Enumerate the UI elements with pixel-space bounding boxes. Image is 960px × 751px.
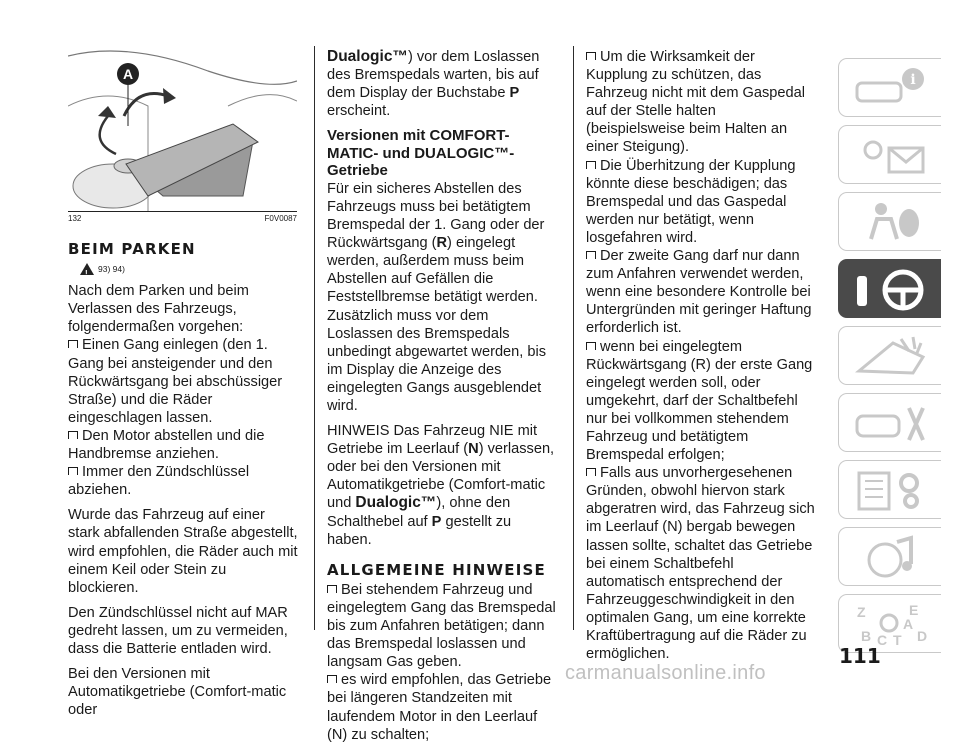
paragraph: Den Zündschlüssel nicht auf MAR gedreht lassen, um zu vermeiden, dass die Batterie entladen wird. [68,604,288,657]
car-info-icon [853,65,933,111]
tab-multimedia[interactable] [838,527,941,586]
bullet-item [68,463,298,499]
key-steering-icon [853,266,933,312]
text-run: ) verlassen, oder bei den Versionen mit Automatikgetriebe (Comfort-matic und [327,441,555,512]
text-run: HINWEIS Das Fahrzeug NIE mit Getriebe im Leerlauf ( [327,423,538,458]
column-divider [314,46,315,630]
text-run: erscheint. [327,103,391,120]
column-2 [327,48,557,751]
subheading: Versionen mit COMFORT-MATIC- und DUALOGIC™-Getriebe [327,127,515,180]
figure-code: F0V0087 [264,214,297,223]
sun-envelope-icon [853,132,933,178]
tab-car-info[interactable] [838,58,941,117]
bullet-text: wenn bei eingelegtem Rückwärtsgang (R) der erste Gang eingelegt werden soll, oder umgekehrt, darf der Schaltbefehl nur bei vollkommen stehendem Fahrzeug und betätigtem Bremspedal erfolgen; [586,338,813,464]
bullet-item [68,336,298,426]
bullet-icon [68,467,78,475]
text-run: ) eingelegt werden, außerdem muss beim Abstellen auf Gefällen die Feststellbremse betätigt werden. Zusätzlich muss vor dem Loslassen des Bremspedals unbedingt abgewartet werden, bis im Display die Anzeige des eingelegten Gangs ausgeblendet wird. [327,235,547,414]
warning-reference [80,260,298,278]
service-icon [853,400,933,446]
paragraph [327,48,557,120]
bullet-icon [586,161,596,169]
bullet-text: Falls aus unvorhergesehenen Gründen, obwohl hiervon stark abgeratren wird, das Fahrzeug sich im Leerlauf (N) bergab bewegen lassen sollte, schaltet das Getriebe bei einem Schaltbefehl automatisch entsprechend der Fahrzeuggeschwindigkeit in den optimalen Gang, um eine korrekte Kraftübertragung auf die Räder zu ermöglichen. [586,465,815,663]
airbag-icon [853,199,933,245]
text-run: Für ein sicheres Abstellen des Fahrzeugs muss bei betätigtem Bremspedal der 1. Gang oder der Rückwärtsgang ( [327,180,545,252]
bullet-item [586,338,816,465]
column-3 [586,48,816,670]
bullet-item [586,247,816,337]
gear-letter: P [431,513,442,530]
paragraph [327,180,557,415]
bullet-item [586,464,816,663]
bullet-text: Der zweite Gang darf nur dann zum Anfahren verwendet werden, wenn eine besondere Kontrolle bei Untergründen mit geringer Haftung erforderlich ist. [586,248,812,337]
bullet-text: Einen Gang einlegen (den 1. Gang bei ansteigender und den Rückwärtsgang bei abschüssiger Straße) und die Räder eingeschlagen lassen. [68,337,283,426]
bullet-icon [586,342,596,350]
bullet-text: Um die Wirksamkeit der Kupplung zu schützen, das Fahrzeug nicht mit dem Gaspedal auf der Stelle halten (beispielsweise beim Halten an einer Steigung). [586,49,806,156]
index-letter: C [877,632,888,647]
index-icon [853,601,933,647]
figure-label-a: A [122,66,134,82]
gear-letter: R [436,235,448,252]
bullet-text: Die Überhitzung der Kupplung könnte diese beschädigen; das Bremspedal und das Gaspedal werden nur betätigt, wenn losgefahren wird. [586,157,796,246]
media-icon [853,534,933,580]
paragraph: Nach dem Parken und beim Verlassen des Fahrzeugs, folgendermaßen vorgehen: [68,283,249,336]
section-heading-beim-parken: BEIM PARKEN [68,240,196,258]
bullet-text: Bei stehendem Fahrzeug und eingelegtem Gang das Bremspedal bis zum Anfahren betätigen; dann das Bremspedal loslassen und langsam Gas geben. [327,581,556,671]
gear-letter: P [509,85,520,102]
paragraph: Bei den Versionen mit Automatikgetriebe (Comfort-matic oder [68,666,287,719]
tab-starting-driving[interactable] [838,259,941,318]
handbrake-illustration [68,46,297,212]
index-letter: B [861,628,872,644]
text-run: ) vor dem Loslassen des Bremspedals warten, bis auf dem Display der Buchstabe [327,49,540,102]
bullet-text: es wird empfohlen, das Getriebe bei längeren Standzeiten mit laufendem Motor in den Leerlauf (N) zu schalten; [327,672,552,743]
bullet-icon [327,585,337,593]
settings-list-icon [853,467,933,513]
index-letter: A [903,616,914,632]
bullet-item [586,48,816,157]
tab-emergency[interactable] [838,326,941,385]
bullet-text: Immer den Zündschlüssel abziehen. [68,464,250,499]
column-divider [573,46,574,630]
watermark: carmanualsonline.info [565,662,766,684]
emergency-icon [853,333,933,379]
column-1 [68,240,298,726]
figure-number: 132 [68,214,82,223]
index-letter: T [893,632,902,647]
bullet-item [327,671,557,743]
bullet-text: Den Motor abstellen und die Handbremse anziehen. [68,427,265,463]
bullet-icon [327,675,337,683]
tab-safety[interactable] [838,192,941,251]
bullet-item [68,427,298,463]
tab-maintenance[interactable] [838,393,941,452]
bullet-icon [68,340,78,348]
bullet-item [586,157,816,247]
index-letter: E [909,602,919,618]
bold-term: Dualogic™ [327,48,408,65]
index-letter: Z [857,604,866,620]
bullet-icon [586,468,596,476]
svg-text:i: i [910,72,916,88]
gear-letter: N [468,441,479,458]
handbrake-figure [68,46,297,212]
warning-triangle-icon [80,263,94,275]
index-letter: D [917,628,928,644]
paragraph: Wurde das Fahrzeug auf einer stark abfallenden Straße abgestellt, wird empfohlen, die Räder auch mit einem Keil oder Stein zu blockieren. [68,507,298,596]
section-heading-allgemeine-hinweise: ALLGEMEINE HINWEISE [327,560,546,579]
bullet-icon [68,431,78,439]
text-run: gestellt zu haben. [327,513,512,548]
bullet-item [327,581,557,671]
bold-term: Dualogic™ [355,494,437,512]
tab-technical-data[interactable] [838,460,941,519]
figure-caption [68,214,297,223]
bullet-icon [586,251,596,259]
warning-refs: 93) 94) [98,264,125,275]
page-number: 111 [839,644,881,668]
chapter-sidebar [838,58,941,661]
paragraph [327,422,557,549]
bullet-icon [586,52,596,60]
tab-lights-messages[interactable] [838,125,941,184]
text-run: ), ohne den Schalthebel auf [327,495,511,530]
